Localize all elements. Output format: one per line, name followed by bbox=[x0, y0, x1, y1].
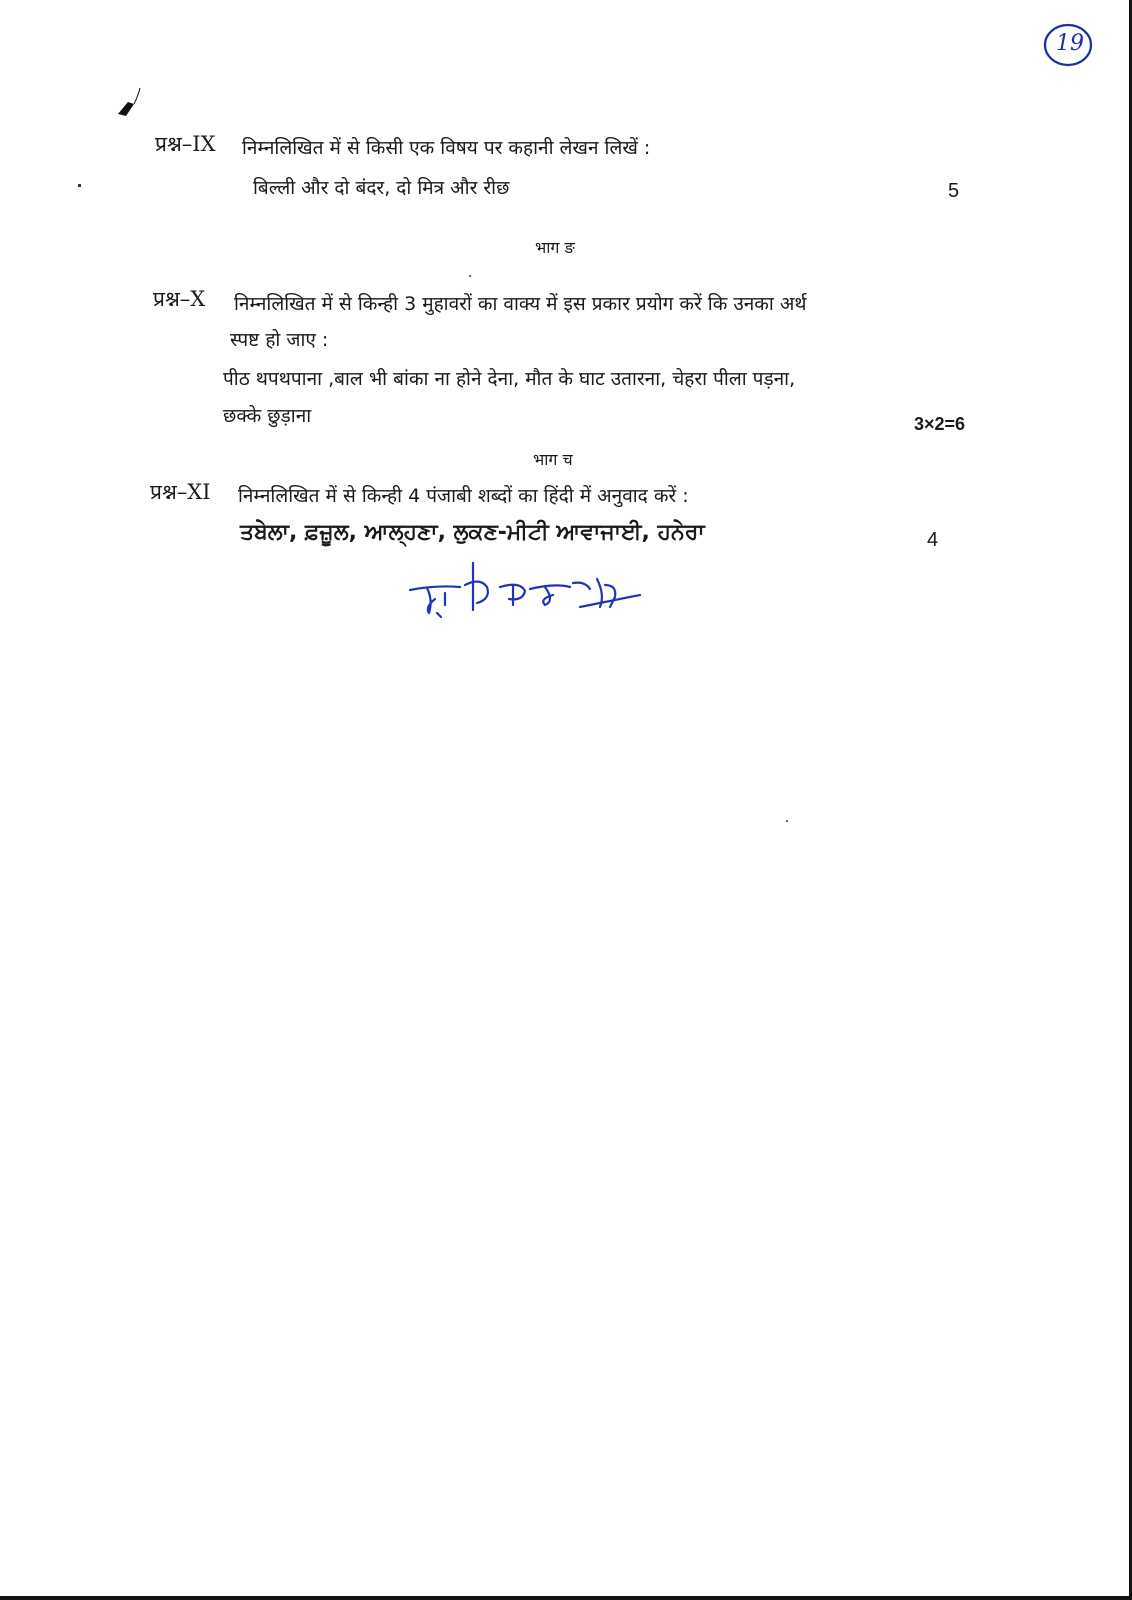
q10-text: निम्नलिखित में से किन्ही 3 मुहावरों का वाक्य में इस प्रकार प्रयोग करें कि उनका अर्थ bbox=[234, 293, 807, 315]
scan-edge-bottom bbox=[0, 1596, 1132, 1600]
scan-speck bbox=[78, 184, 81, 187]
page-number: 19 bbox=[1056, 31, 1084, 56]
q11-label: प्रश्न–XI bbox=[150, 480, 211, 504]
q9-topics: बिल्ली और दो बंदर, दो मित्र और रीछ bbox=[253, 177, 510, 199]
q10-label: प्रश्न–X bbox=[153, 287, 206, 311]
q10-marks: 3×2=6 bbox=[914, 414, 966, 434]
pen-mark bbox=[110, 84, 150, 124]
q9-label: प्रश्न–IX bbox=[155, 132, 216, 156]
section-e-heading: भाग ङ bbox=[535, 238, 575, 257]
q11-marks: 4 bbox=[927, 529, 939, 551]
scan-speck bbox=[469, 275, 471, 277]
q10-idioms-line2: छक्के छुड़ाना bbox=[223, 405, 312, 427]
q10-idioms-line1: पीठ थपथपाना ,बाल भी बांका ना होने देना, मौत के घाट उतारना, चेहरा पीला पड़ना, bbox=[223, 368, 796, 390]
q11-punjabi-words: ਤਬੇਲਾ, ਫ਼ਜ਼ੂਲ, ਆਲ੍ਹਣਾ, ਲੁਕਣ-ਮੀਟੀ ਆਵਾਜਾਈ, ਹਨੇਰਾ bbox=[240, 520, 705, 545]
q10-text-continued: स्पष्ट हो जाए : bbox=[230, 329, 329, 351]
section-f-heading: भाग च bbox=[533, 450, 573, 469]
q9-marks: 5 bbox=[948, 180, 960, 202]
q11-text: निम्नलिखित में से किन्ही 4 पंजाबी शब्दों का हिंदी में अनुवाद करें : bbox=[238, 485, 689, 507]
q9-text: निम्नलिखित में से किसी एक विषय पर कहानी लेखन लिखें : bbox=[242, 137, 651, 159]
scan-speck bbox=[786, 820, 788, 822]
signature bbox=[405, 555, 645, 630]
